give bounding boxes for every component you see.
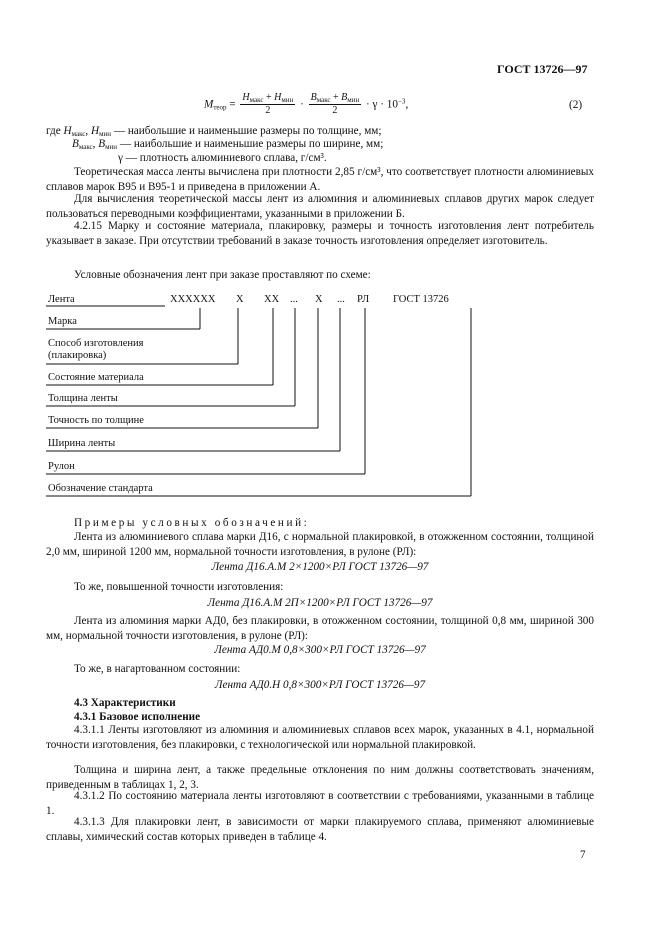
example-code: Лента АД0.Н 0,8×300×РЛ ГОСТ 13726—97 xyxy=(214,679,426,691)
scheme-code-method: X xyxy=(236,294,244,305)
scheme-code-thickness: ... xyxy=(290,294,298,305)
scheme-code-standard: ГОСТ 13726 xyxy=(393,294,449,305)
scheme-label: Рулон xyxy=(48,461,75,472)
page-number: 7 xyxy=(580,849,586,861)
scheme-label: Способ изготовления xyxy=(48,338,144,349)
where-line-1: где $H_{макс}$, $H_{мин}$ — наибольшие и наименьшие размеры по толщине, мм; xyxy=(46,125,382,138)
scheme-label: Точность по толщине xyxy=(48,415,144,426)
scheme-label: Лента xyxy=(48,294,75,305)
section-heading: 4.3 Характеристики xyxy=(74,697,176,709)
formula: $M_{теор}$ = $\frac{H_{макс} + H_{мин}}{2}$ · $\frac{B_{макс} + B_{мин}}{2}$ · $\gamma \cdot 10^{-3}$, xyxy=(204,92,409,117)
scheme-label: Марка xyxy=(48,316,77,327)
where-line-2: $B_{макс}$, $B_{мин}$ — наибольшие и наименьшие размеры по ширине, мм; xyxy=(72,138,384,151)
scheme-code-roll: РЛ xyxy=(357,294,370,305)
scheme-code-grade: XXXXXX xyxy=(170,294,216,305)
paragraph: Теоретическая масса ленты вычислена при плотности 2,85 г/см³, что соответствует плотности алюминиевых сплавов марок В95 и В95-1 и приведена в приложении А. xyxy=(46,166,594,193)
scheme-code-accuracy: X xyxy=(315,294,323,305)
page-header: ГОСТ 13726—97 xyxy=(497,62,588,76)
example-text: Лента из алюминия марки АД0, без плакировки, в отожженном состоянии, толщиной 0,8 мм, шириной 300 мм, нормальной точности изготовления, в рулоне (РЛ): xyxy=(46,615,594,642)
paragraph-4-2-15: 4.2.15 Марку и состояние материала, плакировку, размеры и точность изготовления лент потребитель указывает в заказе. При отсутствии требований в заказе точность изготовления определяет изготовитель. xyxy=(46,220,594,247)
scheme-intro: Условные обозначения лент при заказе проставляют по схеме: xyxy=(74,269,371,281)
paragraph-4-3-1-2: 4.3.1.2 По состоянию материала ленты изготовляют в соответствии с требованиями, указанными в таблице 1. xyxy=(46,790,594,817)
subsection-heading: 4.3.1 Базовое исполнение xyxy=(74,711,201,723)
scheme-code-width: ... xyxy=(337,294,345,305)
scheme-label: Толщина ленты xyxy=(48,393,118,404)
examples-title: Примеры условных обозначений: xyxy=(74,517,310,529)
where-line-3: γ — плотность алюминиевого сплава, г/см³. xyxy=(118,152,327,164)
scheme-label: Состояние материала xyxy=(48,372,144,383)
example-code: Лента АД0.М 0,8×300×РЛ ГОСТ 13726—97 xyxy=(214,644,426,656)
scheme-label: Обозначение стандарта xyxy=(48,483,153,494)
scheme-label: Ширина ленты xyxy=(48,438,116,449)
paragraph-4-3-1-3: 4.3.1.3 Для плакировки лент, в зависимости от марки плакируемого сплава, применяют алюминиевые сплавы, химический состав которых приведен в таблице 4. xyxy=(46,816,594,843)
formula-number: (2) xyxy=(569,99,583,111)
paragraph: Толщина и ширина лент, а также предельные отклонения по ним должны соответствовать значениям, приведенным в таблицах 1, 2, 3. xyxy=(46,764,594,791)
example-text: Лента из алюминиевого сплава марки Д16, с нормальной плакировкой, в отожженном состоянии, толщиной 2,0 мм, шириной 1200 мм, нормальной точности изготовления, в рулоне (РЛ): xyxy=(46,531,594,558)
paragraph-4-3-1-1: 4.3.1.1 Ленты изготовляют из алюминия и алюминиевых сплавов всех марок, указанных в 4.1, нормальной точности изготовления, без плакировки, с технологической или нормальной плакировкой. xyxy=(46,724,594,751)
example-code: Лента Д16.А.М 2×1200×РЛ ГОСТ 13726—97 xyxy=(211,561,429,573)
scheme-code-state: XX xyxy=(264,294,280,305)
paragraph: Для вычисления теоретической массы лент из алюминия и алюминиевых сплавов других марок следует пользоваться переводными коэффициентами, указанными в приложении Б. xyxy=(46,193,594,220)
example-text: То же, повышенной точности изготовления: xyxy=(74,581,284,593)
example-code: Лента Д16.А.М 2П×1200×РЛ ГОСТ 13726—97 xyxy=(207,597,433,609)
scheme-label: (плакировка) xyxy=(48,350,107,361)
example-text: То же, в нагартованном состоянии: xyxy=(74,663,241,675)
